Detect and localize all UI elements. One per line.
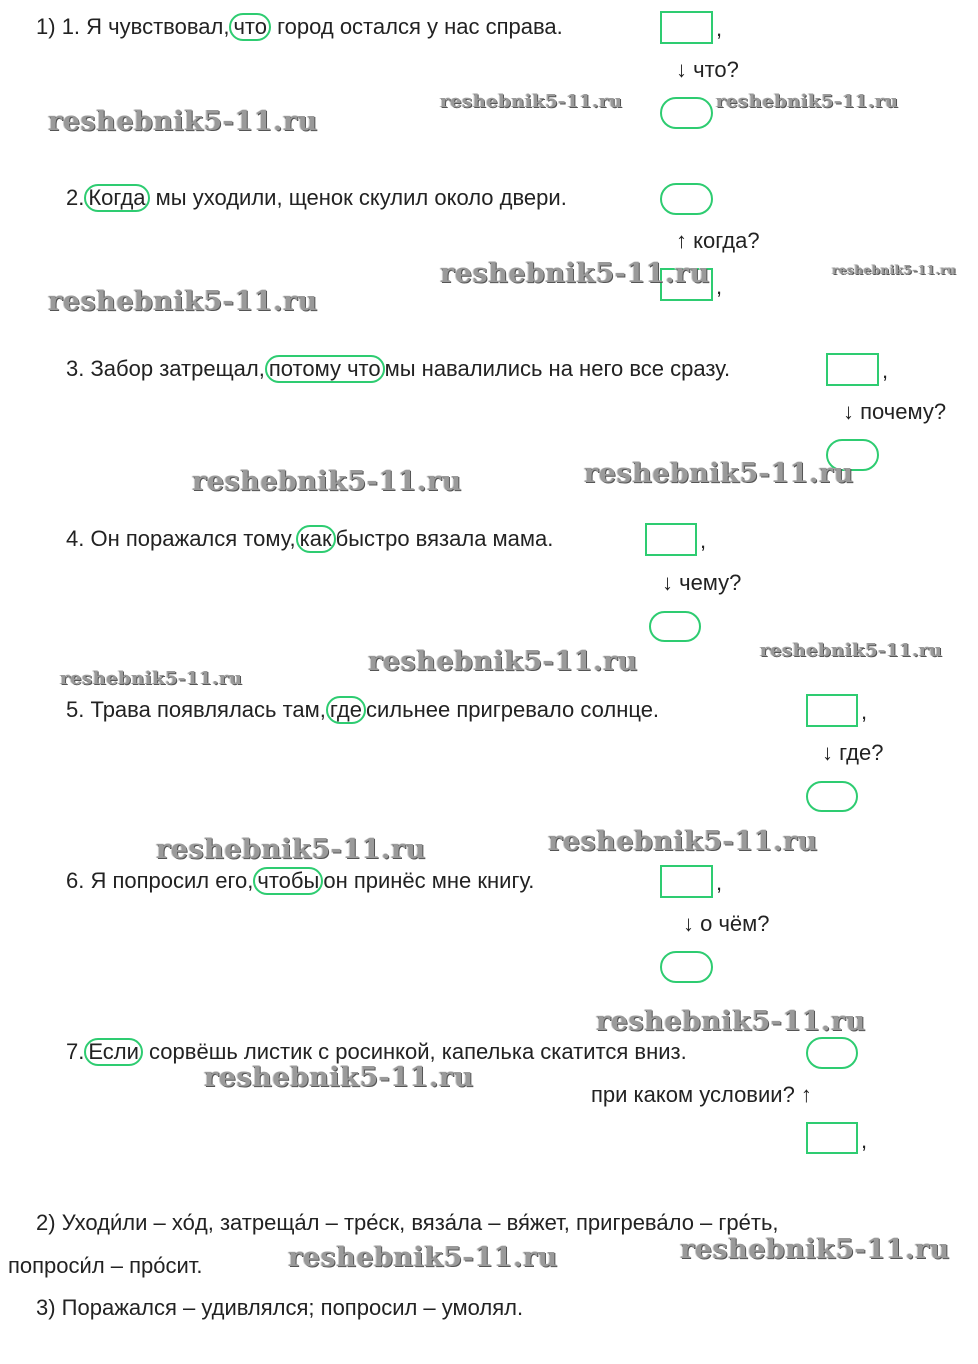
sentence-before: Я чувствовал, [86,14,230,39]
main-clause-box [660,11,713,44]
sentence-before: Я попросил его, [90,868,254,893]
task2-line-1 [36,1210,779,1236]
sentence-number: 1. [61,14,81,39]
sentence-number: 6. [66,868,85,893]
main-clause-box [826,353,879,386]
watermark: reshebnik5-11.ru [60,668,243,689]
sentence-number: 4. [66,526,85,551]
main-clause-box [645,523,697,556]
sentence-after: сорвёшь листик с росинкой, капелька скатится вниз. [149,1039,687,1064]
scheme-question: при каком условии? ↑ [591,1082,812,1107]
scheme-comma: , [861,699,868,724]
sentence-before: Он поражался тому, [90,526,296,551]
watermark: reshebnik5-11.ru [680,1234,950,1265]
task2-label: 2) [36,1210,56,1235]
scheme-comma: , [716,16,723,41]
watermark: reshebnik5-11.ru [368,646,638,677]
sentence-4 [66,526,553,552]
main-clause-box [806,694,858,727]
watermark: reshebnik5-11.ru [716,91,899,112]
subordinate-clause-oval [806,1037,858,1069]
watermark: reshebnik5-11.ru [832,263,957,277]
sentence-before: Трава появлялась там, [90,697,326,722]
sentence-6 [66,868,534,894]
watermark: reshebnik5-11.ru [440,258,710,289]
watermark: reshebnik5-11.ru [288,1242,558,1273]
task2-text-line1: Уходи́ли – хо́д, затреща́л – тре́ск, вяза́ла – вя́жет, пригрева́ло – гре́ть, [61,1210,779,1235]
watermark: reshebnik5-11.ru [596,1006,866,1037]
scheme-question: ↓ чему? [662,570,742,595]
conjunction-circle: что [229,13,271,41]
conjunction-circle: как [296,525,336,553]
watermark: reshebnik5-11.ru [760,640,943,661]
sentence-number: 3. [66,356,85,381]
task3-line: 3) Поражался – удивлялся; попросил – умолял. [36,1295,524,1320]
sentence-5 [66,697,659,723]
sentence-after: мы уходили, щенок скулил около двери. [155,185,567,210]
watermark: reshebnik5-11.ru [548,826,818,857]
sentence-3 [66,356,730,382]
conjunction-circle: Когда [84,184,149,212]
sentence-after: мы навалились на него все сразу. [384,356,731,381]
sentence-number: 2. [66,185,85,210]
watermark: reshebnik5-11.ru [156,834,426,865]
main-clause-box [660,865,713,898]
watermark: reshebnik5-11.ru [584,458,854,489]
task2-line-2: попроси́л – про́сит. [8,1253,203,1278]
sentence-after: сильнее пригревало солнце. [366,697,660,722]
main-clause-box [806,1122,858,1154]
scheme-question: ↓ почему? [843,399,947,424]
subordinate-clause-oval [649,611,701,642]
scheme-question: ↑ когда? [676,228,760,253]
watermark: reshebnik5-11.ru [204,1062,474,1093]
watermark: reshebnik5-11.ru [48,286,318,317]
sentence-after: быстро вязала мама. [335,526,554,551]
sentence-2 [66,185,567,211]
scheme-comma: , [861,1128,868,1153]
scheme-comma: , [716,274,723,299]
task1-label: 1) [36,14,56,39]
sentence-after: он принёс мне книгу. [323,868,535,893]
conjunction-circle: потому что [265,355,385,383]
watermark: reshebnik5-11.ru [192,466,462,497]
scheme-comma: , [700,528,707,553]
watermark: reshebnik5-11.ru [48,106,318,137]
sentence-1 [36,14,563,40]
sentence-after: город остался у нас справа. [277,14,563,39]
sentence-before: Забор затрещал, [90,356,265,381]
subordinate-clause-oval [660,951,713,983]
scheme-question: ↓ что? [676,57,739,82]
subordinate-clause-oval [806,781,858,812]
conjunction-circle: Если [84,1038,143,1066]
subordinate-clause-oval [660,97,713,129]
scheme-question: ↓ о чём? [683,911,770,936]
conjunction-circle: где [326,696,366,724]
watermark: reshebnik5-11.ru [440,91,623,112]
sentence-number: 5. [66,697,85,722]
scheme-question: ↓ где? [822,740,884,765]
scheme-comma: , [882,358,889,383]
conjunction-circle: чтобы [253,867,323,895]
sentence-number: 7. [66,1039,85,1064]
subordinate-clause-oval [660,183,713,215]
scheme-comma: , [716,870,723,895]
